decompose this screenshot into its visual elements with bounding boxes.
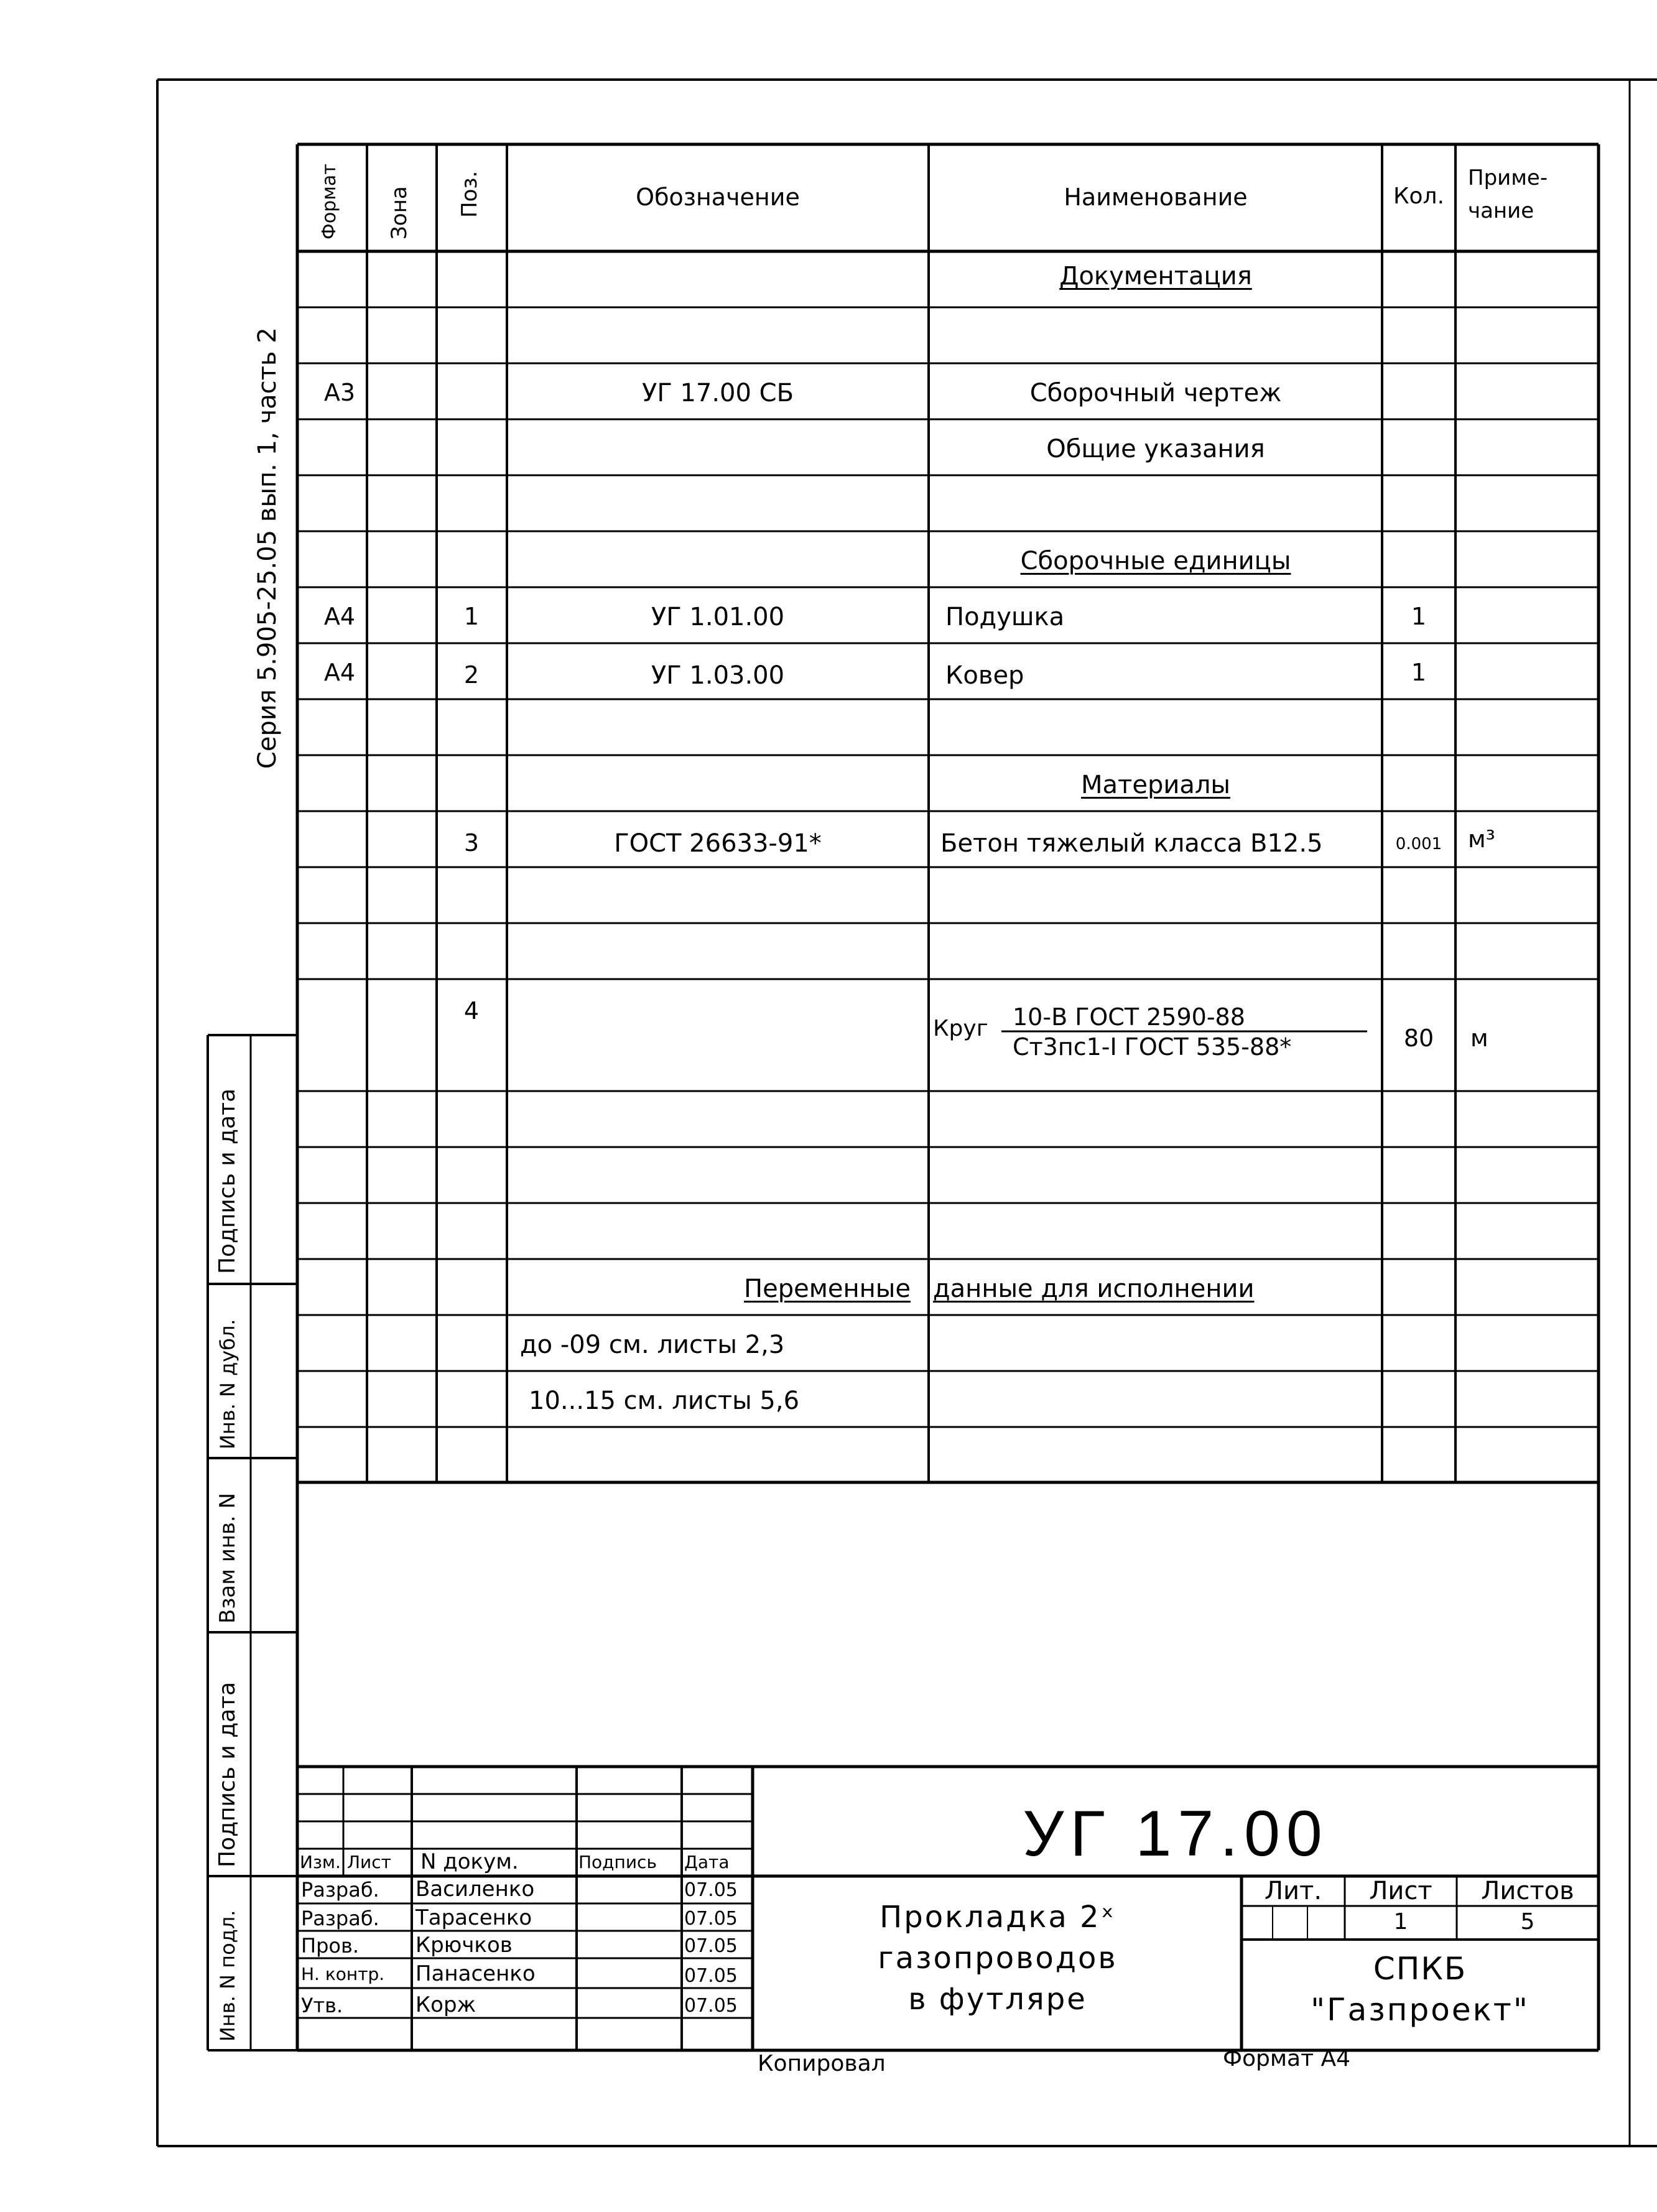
doc-title-line-3: в футляре <box>908 1982 1087 2017</box>
footer-format: Формат А4 <box>1223 2046 1351 2071</box>
row-rod-name-bottom: Ст3пс1-I ГОСТ 535-88* <box>1013 1033 1292 1061</box>
person-4-name: Панасенко <box>415 1961 536 1986</box>
row-rod-pos: 4 <box>463 997 480 1025</box>
doc-title-line-1: Прокладка 2ˣ <box>880 1900 1116 1935</box>
section-assembly-units: Сборочные единицы <box>1020 547 1291 575</box>
sheet-label: Лист <box>1369 1877 1432 1905</box>
person-4-date: 07.05 <box>684 1965 738 1987</box>
row-rod-name-prefix: Круг <box>933 1016 988 1041</box>
header-designation: Обозначение <box>636 184 800 211</box>
header-name: Наименование <box>1064 184 1248 211</box>
row-carpet-qty: 1 <box>1411 659 1427 686</box>
col-sheet: Лист <box>347 1852 391 1872</box>
row-general-notes-name: Общие указания <box>1046 435 1265 463</box>
person-5-name: Корж <box>415 1992 476 2017</box>
row-rod-qty: 80 <box>1403 1025 1434 1052</box>
person-2-role: Разраб. <box>301 1907 379 1930</box>
row-concrete-pos: 3 <box>463 829 480 857</box>
person-2-name: Тарасенко <box>415 1905 532 1930</box>
doc-title-line-2: газопроводов <box>878 1941 1118 1976</box>
row-concrete-designation: ГОСТ 26633-91* <box>614 829 822 858</box>
person-1-name: Василенко <box>415 1877 535 1902</box>
row-concrete-note: м³ <box>1468 825 1495 853</box>
section-variable-data-a: Переменные <box>744 1275 911 1303</box>
row-cushion-designation: УГ 1.01.00 <box>651 603 785 631</box>
person-2-date: 07.05 <box>684 1908 738 1930</box>
sheets-count: 5 <box>1520 1909 1535 1935</box>
stamp-dup-inv: Инв. N дубл. <box>216 1319 239 1449</box>
lit-label: Лит. <box>1264 1877 1322 1905</box>
col-doc: N докум. <box>420 1849 519 1874</box>
row-rod-name-top: 10-В ГОСТ 2590-88 <box>1013 1003 1245 1031</box>
person-1-date: 07.05 <box>684 1879 738 1901</box>
col-sign: Подпись <box>578 1852 657 1872</box>
person-3-name: Крючков <box>415 1933 513 1958</box>
footer-copied: Копировал <box>758 2051 886 2076</box>
row-concrete-qty: 0.001 <box>1395 835 1442 853</box>
stamp-replace-inv: Взам инв. N <box>215 1492 240 1624</box>
row-carpet-name: Ковер <box>945 661 1024 690</box>
stamp-sign-date-2: Подпись и дата <box>215 1681 240 1867</box>
row-cushion-pos: 1 <box>463 603 480 630</box>
col-change: Изм. <box>300 1852 341 1872</box>
header-format: Формат <box>318 164 340 239</box>
row-cushion-format: А4 <box>323 603 356 630</box>
person-5-date: 07.05 <box>684 1995 738 2017</box>
row-cushion-qty: 1 <box>1411 603 1427 630</box>
header-zone: Зона <box>387 186 412 239</box>
series-label: Серия 5.905-25.05 вып. 1, часть 2 <box>253 327 282 769</box>
person-3-role: Пров. <box>301 1934 359 1958</box>
person-3-date: 07.05 <box>684 1935 738 1957</box>
section-materials: Материалы <box>1081 771 1230 799</box>
person-1-role: Разраб. <box>301 1878 379 1902</box>
person-4-role: Н. контр. <box>301 1964 385 1984</box>
stamp-orig-inv: Инв. N подл. <box>216 1910 239 2042</box>
row-cushion-name: Подушка <box>945 603 1065 631</box>
sheet-number: 1 <box>1393 1909 1408 1935</box>
doc-code: УГ 17.00 <box>1023 1798 1329 1870</box>
section-variable-data-b: данные для исполнении <box>933 1275 1255 1303</box>
section-documentation: Документация <box>1059 262 1252 290</box>
person-5-role: Утв. <box>301 1994 343 2017</box>
row-drawing-name: Сборочный чертеж <box>1029 379 1282 407</box>
row-concrete-name: Бетон тяжелый класса В12.5 <box>940 829 1323 858</box>
org-line-1: СПКБ <box>1373 1951 1467 1987</box>
header-pos: Поз. <box>457 170 482 218</box>
row-drawing-format: А3 <box>323 379 356 406</box>
col-date: Дата <box>684 1852 730 1872</box>
row-carpet-designation: УГ 1.03.00 <box>651 661 785 690</box>
sheets-label: Листов <box>1481 1877 1574 1905</box>
row-carpet-pos: 2 <box>463 661 480 689</box>
variant-row-1: до -09 см. листы 2,3 <box>520 1331 785 1359</box>
variant-row-2: 10...15 см. листы 5,6 <box>529 1387 800 1415</box>
header-qty: Кол. <box>1393 184 1445 209</box>
row-carpet-format: А4 <box>323 659 356 686</box>
stamp-sign-date-1: Подпись и дата <box>215 1088 240 1274</box>
row-rod-note: м <box>1470 1025 1488 1052</box>
row-drawing-designation: УГ 17.00 СБ <box>641 379 794 407</box>
org-line-2: "Газпроект" <box>1311 1992 1529 2028</box>
header-note: Приме- чание <box>1468 165 1548 223</box>
